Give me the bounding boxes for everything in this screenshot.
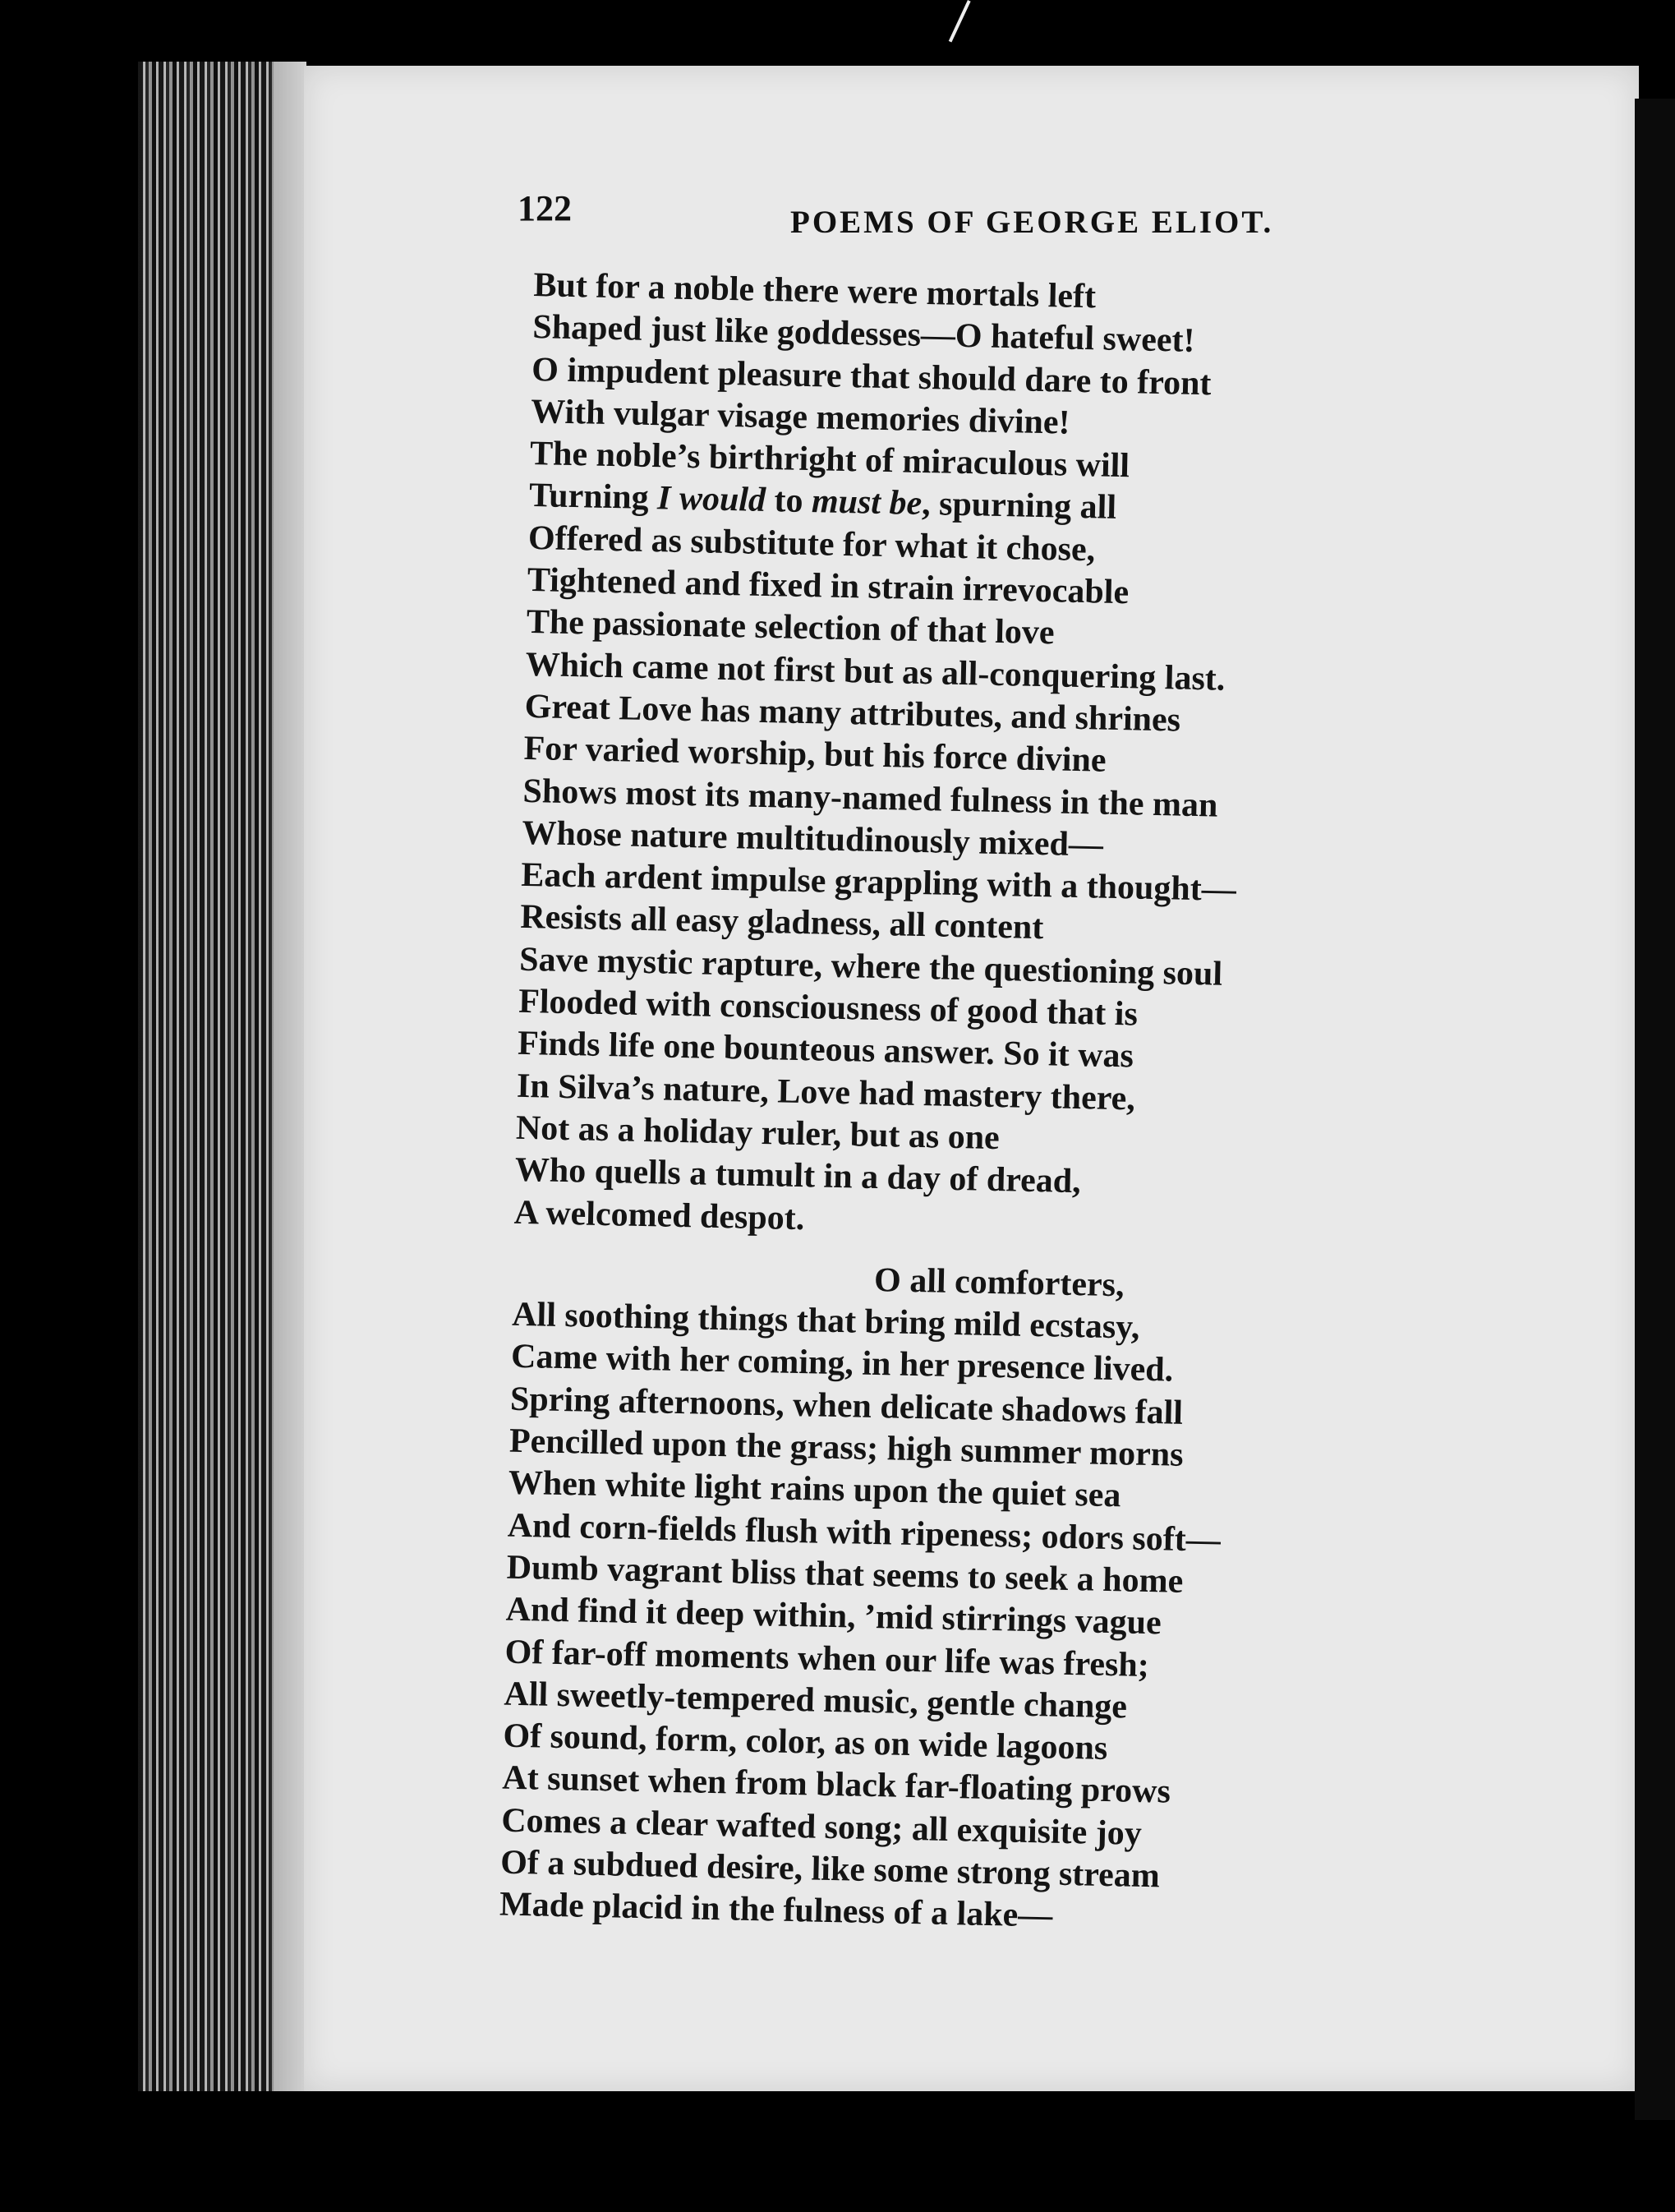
poem-line: Shaped just like goddesses—O hateful sweet! [531,308,1195,361]
poem-line: Save mystic rapture, where the questioning soul [518,940,1223,993]
poem-line: Of far-off moments when our life was fresh; [504,1633,1150,1684]
poem-line: In Silva’s nature, Love had mastery there, [516,1067,1136,1118]
book-fore-edge [138,62,306,2091]
poem-line: With vulgar visage memories divine! [530,392,1071,442]
poem-line: Dumb vagrant bliss that seems to seek a home [506,1548,1184,1601]
poem-line: Not as a holiday ruler, but as one [515,1108,1001,1158]
poem-line: All soothing things that bring mild ecstasy, [511,1295,1140,1347]
poem-line: Offered as substitute for what it chose, [527,518,1096,569]
poem-line: Pencilled upon the grass; high summer morns [508,1422,1184,1474]
poem-italic-phrase: must be [811,482,923,523]
scan-mark [949,0,971,43]
poem-line: All sweetly-tempered music, gentle change [504,1675,1128,1726]
poem-line: The noble’s birthright of miraculous will [529,435,1130,486]
page-number: 122 [518,188,572,228]
poem-line: Tightened and fixed in strain irrevocable [527,560,1130,612]
poem-line: Comes a clear wafted song; all exquisite joy [500,1801,1143,1853]
poem-line: At sunset when from black far-floating prows [501,1758,1171,1812]
poem-line: Made placid in the fulness of a lake— [499,1885,1053,1935]
running-head: POEMS OF GEORGE ELIOT. [790,205,1274,240]
poem-line-indented: O all comforters, [873,1260,1125,1305]
poem-text-run: Turning [528,477,658,518]
poem-line: A welcomed despot. [513,1193,805,1237]
poem-line: But for a noble there were mortals left [532,265,1097,316]
poem-line: Came with her coming, in her presence lived. [510,1338,1174,1390]
poem-line: When white light rains upon the quiet sea [508,1463,1121,1515]
poem-line: O impudent pleasure that should dare to front [531,350,1212,403]
poem-text-run: to [765,482,812,521]
poem-line: Of a subdued desire, like some strong stream [499,1843,1161,1896]
poem-line: Finds life one bounteous answer. So it was [517,1025,1134,1076]
poem-line: For varied worship, but his force divine [523,730,1107,780]
poem-line: Whose nature multitudinously mixed— [522,813,1104,864]
poem-text [499,265,1618,1949]
poem-line: Flooded with consciousness of good that is [518,982,1139,1034]
poem-line: The passionate selection of that love [526,603,1056,652]
poem-line: Great Love has many attributes, and shrines [524,687,1181,740]
poem-line: Spring afternoons, when delicate shadows fall [509,1380,1184,1432]
poem-line: Of sound, form, color, as on wide lagoons [503,1717,1108,1768]
poem-line: Who quells a tumult in a day of dread, [514,1150,1082,1201]
poem-line: Which came not first but as all-conquering last. [525,645,1226,698]
poem-line: Resists all easy gladness, all content [519,898,1044,947]
poem-line: And find it deep within, ’mid stirrings vague [505,1590,1162,1643]
poem-text-run: , spurning all [921,485,1117,528]
poem-line: And corn-fields flush with ripeness; odors soft— [507,1506,1222,1560]
facing-page-edge [1635,99,1675,2120]
poem-line: Shows most its many-named fulness in the man [522,772,1218,825]
poem-line: Each ardent impulse grappling with a thought— [520,855,1237,910]
poem-italic-phrase: I would [656,479,766,520]
